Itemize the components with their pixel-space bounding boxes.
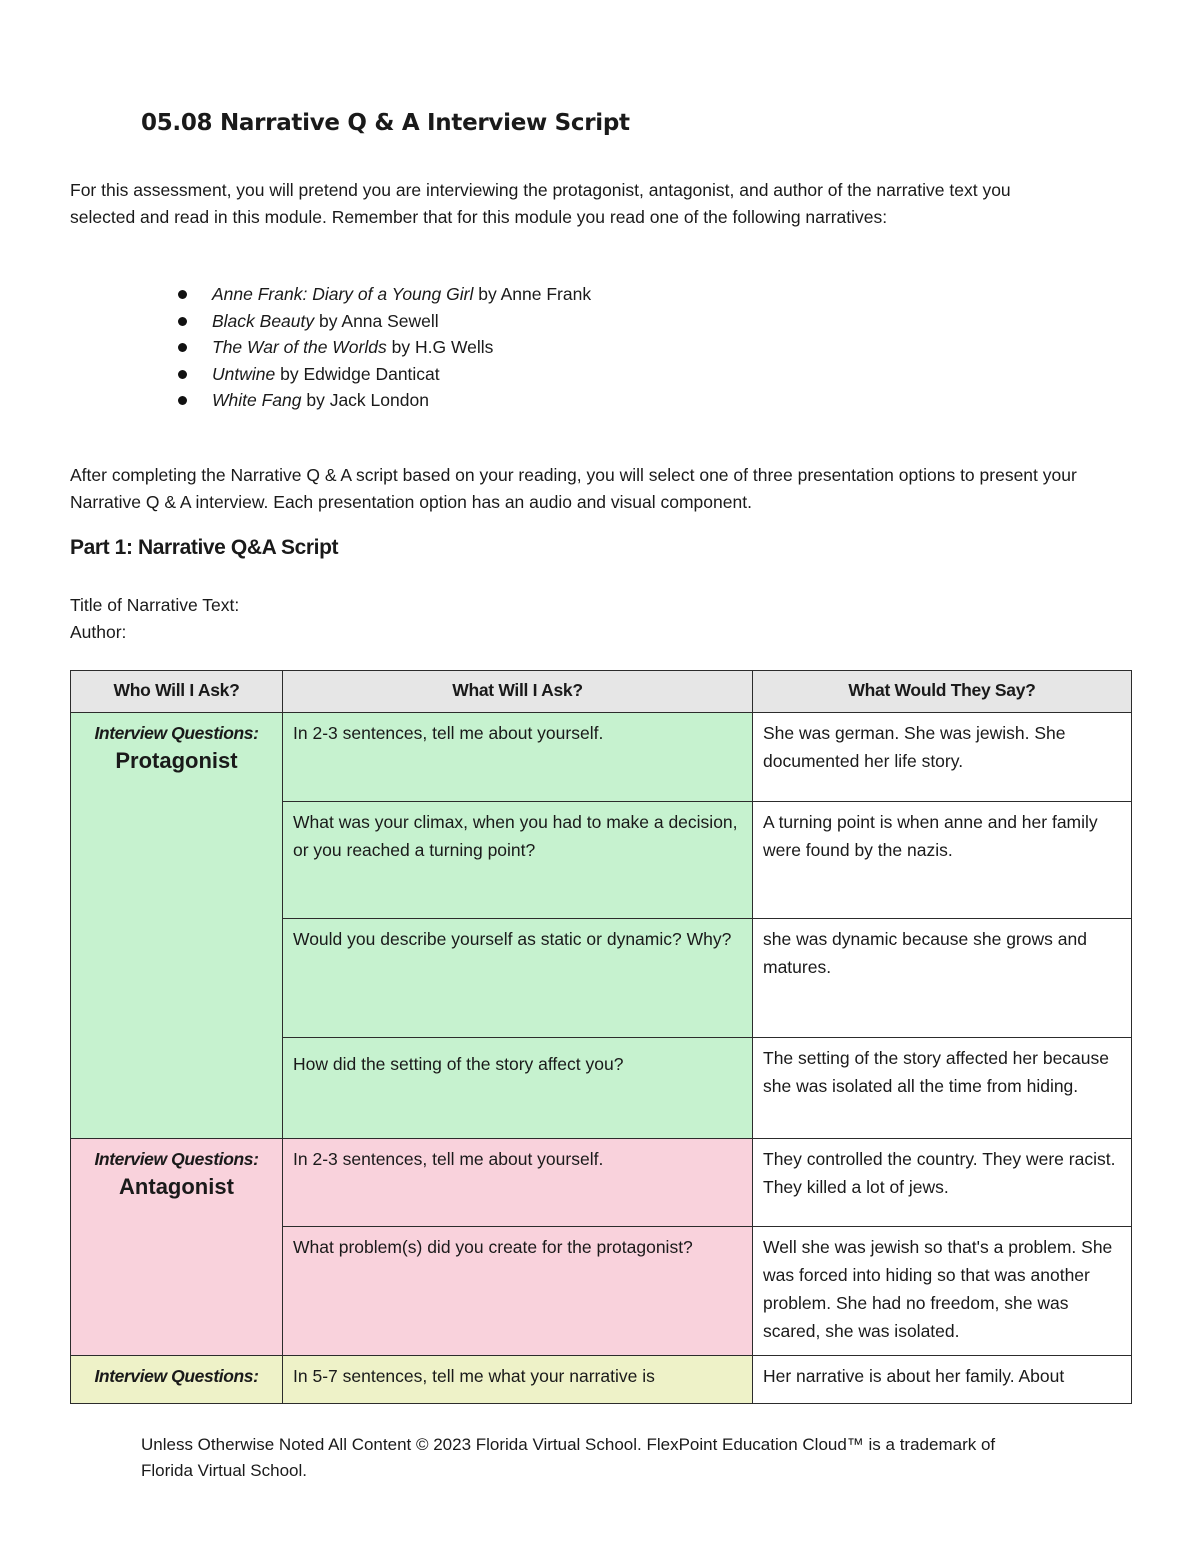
book-author: by Anna Sewell bbox=[319, 310, 439, 331]
answer-cell[interactable]: They controlled the country. They were racist. They killed a lot of jews. bbox=[753, 1139, 1132, 1227]
book-title: The War of the Worlds bbox=[212, 337, 387, 357]
table-row bbox=[71, 1139, 1132, 1227]
book-title: White Fang bbox=[212, 390, 302, 410]
list-item bbox=[178, 334, 591, 361]
role-label: Antagonist bbox=[119, 1174, 234, 1199]
answer-cell[interactable]: She was german. She was jewish. She documented her life story. bbox=[753, 713, 1132, 802]
answer-cell[interactable]: Her narrative is about her family. About bbox=[753, 1356, 1132, 1404]
question-cell: What was your climax, when you had to make a decision, or you reached a turning point? bbox=[283, 802, 753, 919]
copyright-footer: Unless Otherwise Noted All Content © 2023 Florida Virtual School. FlexPoint Education Cloud™ is a trademark of Florida Virtual School. bbox=[141, 1435, 996, 1480]
question-cell: In 2-3 sentences, tell me about yourself. bbox=[283, 1139, 753, 1227]
header-who: Who Will I Ask? bbox=[71, 671, 283, 713]
book-author: by Edwidge Danticat bbox=[280, 363, 440, 384]
question-cell: Would you describe yourself as static or dynamic? Why? bbox=[283, 919, 753, 1038]
author-cell bbox=[71, 1356, 283, 1404]
header-what: What Will I Ask? bbox=[283, 671, 753, 713]
table-header-row bbox=[71, 671, 1132, 713]
qa-table bbox=[70, 670, 1132, 1404]
interview-questions-label: Interview Questions: bbox=[94, 723, 259, 743]
intro-paragraph: For this assessment, you will pretend you are interviewing the protagonist, antagonist, and author of the narrative text you selected and read in this module. Remember that for this module you read one of the following narratives: bbox=[70, 180, 1011, 227]
presentation-paragraph: After completing the Narrative Q & A script based on your reading, you will select one of three presentation options to present your Narrative Q & A interview. Each presentation option has an audio and visual component. bbox=[70, 465, 1077, 512]
question-cell: In 5-7 sentences, tell me what your narrative is bbox=[283, 1356, 753, 1404]
book-author: by H.G Wells bbox=[391, 337, 494, 357]
interview-questions-label: Interview Questions: bbox=[94, 1149, 259, 1169]
table-row bbox=[71, 1356, 1132, 1404]
book-title: Untwine bbox=[212, 363, 276, 384]
book-author: by Jack London bbox=[306, 390, 429, 410]
question-cell: In 2-3 sentences, tell me about yourself. bbox=[283, 713, 753, 802]
answer-cell[interactable]: The setting of the story affected her because she was isolated all the time from hiding. bbox=[753, 1038, 1132, 1139]
book-title: Black Beauty bbox=[212, 310, 315, 331]
header-say: What Would They Say? bbox=[753, 671, 1132, 713]
list-item bbox=[178, 308, 591, 335]
part1-heading: Part 1: Narrative Q&A Script bbox=[70, 536, 339, 559]
role-label: Protagonist bbox=[115, 748, 238, 773]
question-cell: What problem(s) did you create for the protagonist? bbox=[283, 1227, 753, 1356]
answer-cell[interactable]: she was dynamic because she grows and matures. bbox=[753, 919, 1132, 1038]
page-title: 05.08 Narrative Q & A Interview Script bbox=[141, 110, 630, 136]
interview-questions-label: Interview Questions: bbox=[94, 1366, 259, 1386]
book-title: Anne Frank: Diary of a Young Girl bbox=[212, 284, 474, 304]
antagonist-cell bbox=[71, 1139, 283, 1356]
list-item bbox=[178, 387, 591, 414]
answer-cell[interactable]: Well she was jewish so that's a problem. She was forced into hiding so that was another problem. She had no freedom, she was scared, she was isolated. bbox=[753, 1227, 1132, 1356]
list-item bbox=[178, 361, 591, 388]
protagonist-cell bbox=[71, 713, 283, 1139]
table-row bbox=[71, 713, 1132, 802]
question-cell: How did the setting of the story affect you? bbox=[283, 1038, 753, 1139]
list-item bbox=[178, 281, 591, 308]
answer-cell[interactable]: A turning point is when anne and her family were found by the nazis. bbox=[753, 802, 1132, 919]
narrative-author-label: Author: bbox=[70, 622, 127, 642]
narratives-list bbox=[178, 281, 591, 414]
narrative-title-label: Title of Narrative Text: bbox=[70, 595, 240, 615]
book-author: by Anne Frank bbox=[478, 284, 592, 304]
